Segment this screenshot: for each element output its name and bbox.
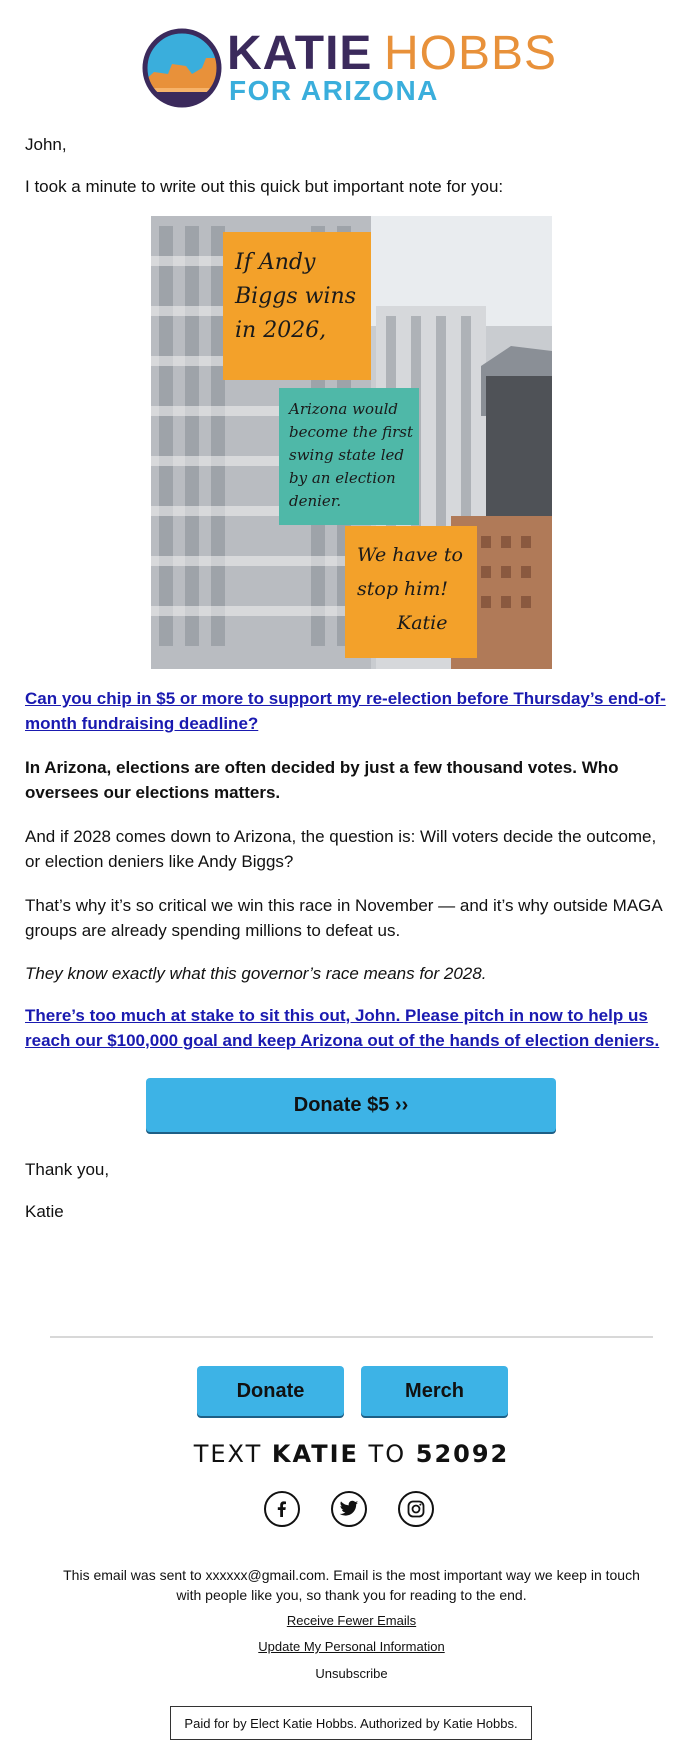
paragraph-2028: And if 2028 comes down to Arizona, the question is: Will voters decide the outcome, or election deniers like Andy Biggs? bbox=[25, 827, 657, 871]
logo-first-name: KATIE bbox=[227, 27, 373, 80]
bold-paragraph: In Arizona, elections are often decided by just a few thousand votes. Who oversees our elections matters. bbox=[25, 758, 619, 802]
signature: Katie bbox=[25, 1202, 64, 1221]
text-to-donate bbox=[0, 1440, 700, 1468]
update-info-row bbox=[0, 1639, 700, 1654]
greeting: John, bbox=[25, 135, 67, 154]
receive-fewer-emails-link[interactable]: Receive Fewer Emails bbox=[286, 1613, 417, 1628]
footer-merch-button[interactable]: Merch bbox=[361, 1366, 508, 1416]
ask-donate-link[interactable]: Can you chip in $5 or more to support my re-election before Thursday’s end-of-month fundraising deadline? bbox=[25, 689, 666, 733]
signoff: Thank you, bbox=[25, 1160, 110, 1179]
text-number: 52092 bbox=[415, 1440, 510, 1468]
note1-line: If Andy bbox=[235, 250, 316, 275]
text-to: TO bbox=[368, 1440, 407, 1468]
note1-line: in 2026, bbox=[235, 318, 327, 343]
intro-text: I took a minute to write out this quick but important note for you: bbox=[25, 177, 504, 196]
note2-line: denier. bbox=[289, 492, 342, 510]
text-keyword: KATIE bbox=[271, 1440, 359, 1468]
paid-for-text: Paid for by Elect Katie Hobbs. Authorized by Katie Hobbs. bbox=[184, 1715, 518, 1731]
facebook-icon[interactable] bbox=[264, 1491, 300, 1527]
arizona-landscape-icon bbox=[142, 28, 222, 108]
paragraph-maga: That’s why it’s so critical we win this race in November — and it’s why outside MAGA groups are already spending millions to defeat us. bbox=[25, 896, 662, 940]
text-prefix: TEXT bbox=[193, 1440, 263, 1468]
instagram-icon[interactable] bbox=[398, 1491, 434, 1527]
footer-divider bbox=[50, 1336, 653, 1338]
note1-line: Biggs wins bbox=[235, 284, 356, 309]
donate-5-button[interactable]: Donate $5 ›› bbox=[146, 1078, 556, 1132]
note2-line: by an election bbox=[289, 469, 396, 487]
unsubscribe-link[interactable]: Unsubscribe bbox=[315, 1666, 388, 1681]
note3-line: We have to bbox=[357, 544, 463, 566]
logo-last-name: HOBBS bbox=[384, 27, 558, 80]
italic-paragraph: They know exactly what this governor’s race means for 2028. bbox=[25, 964, 487, 983]
unsubscribe-row bbox=[0, 1666, 700, 1681]
stake-paragraph bbox=[25, 1003, 673, 1053]
update-personal-info-link[interactable]: Update My Personal Information bbox=[258, 1639, 445, 1654]
note3-signature: Katie bbox=[397, 612, 448, 634]
logo-tagline: FOR ARIZONA bbox=[229, 75, 439, 106]
stake-donate-link[interactable]: There’s too much at stake to sit this out, John. Please pitch in now to help us reach our $100,000 goal and keep Arizona out of the hands of election deniers. bbox=[25, 1006, 660, 1050]
paid-for-disclaimer bbox=[170, 1706, 532, 1740]
note3-line: stop him! bbox=[357, 578, 448, 600]
campaign-logo bbox=[142, 28, 562, 108]
note2-line: become the first bbox=[289, 423, 414, 441]
footer-notice: This email was sent to xxxxxx@gmail.com. Email is the most important way we keep in touch with people like you, so thank you for reading to the end. bbox=[63, 1567, 640, 1603]
note2-line: Arizona would bbox=[289, 400, 399, 418]
ask-paragraph bbox=[25, 686, 673, 736]
footer-donate-button[interactable]: Donate bbox=[197, 1366, 344, 1416]
sticky-notes-photo bbox=[151, 216, 552, 669]
note2-line: swing state led bbox=[289, 446, 404, 464]
fewer-emails-row bbox=[0, 1613, 700, 1628]
twitter-icon[interactable] bbox=[331, 1491, 367, 1527]
